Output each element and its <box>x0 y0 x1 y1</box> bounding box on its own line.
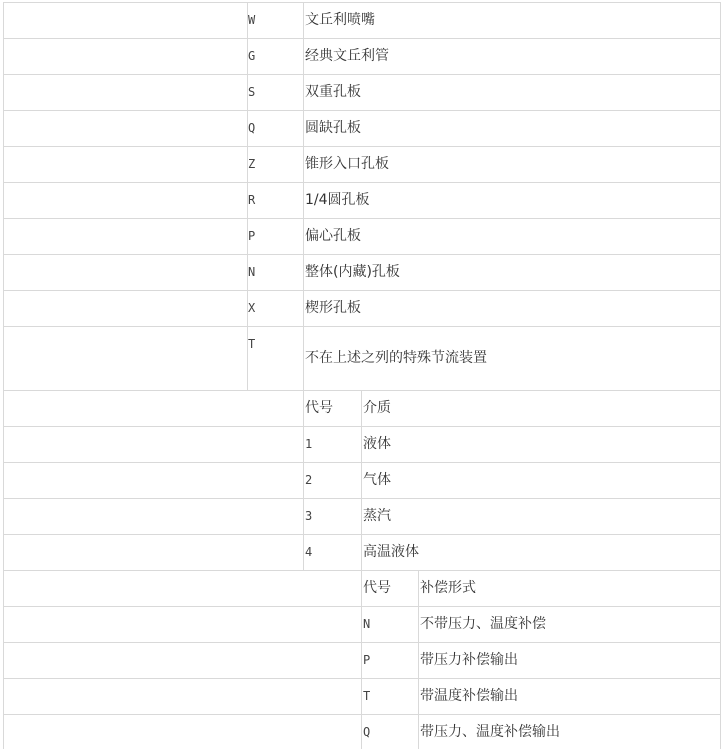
table3-desc-cell: 带温度补偿输出 <box>420 688 518 704</box>
table1-desc-cell: 1/4圆孔板 <box>305 192 370 208</box>
row-divider <box>3 254 721 255</box>
row-divider <box>3 678 721 679</box>
table1-code-cell: X <box>248 301 256 315</box>
table2-code-cell: 4 <box>305 545 313 559</box>
table3-header-desc: 补偿形式 <box>420 580 476 596</box>
column-divider <box>303 390 304 570</box>
table2-header-code: 代号 <box>305 400 333 416</box>
table2-code-cell: 1 <box>305 437 313 451</box>
table1-desc-cell: 双重孔板 <box>305 84 361 100</box>
row-divider <box>3 326 721 327</box>
table1-code-cell: Z <box>248 157 256 171</box>
table3-desc-cell: 带压力补偿输出 <box>420 652 518 668</box>
table3-code-cell: P <box>363 653 371 667</box>
row-divider <box>3 182 721 183</box>
table1-code-cell: S <box>248 85 256 99</box>
table3-code-cell: Q <box>363 725 371 739</box>
table-left-edge <box>3 2 4 749</box>
table2-header-desc: 介质 <box>363 400 391 416</box>
column-divider <box>418 570 419 749</box>
row-divider <box>3 642 721 643</box>
row-divider <box>3 390 721 391</box>
table3-desc-cell: 不带压力、温度补偿 <box>420 616 546 632</box>
table2-desc-cell: 蒸汽 <box>363 508 391 524</box>
table3-code-cell: N <box>363 617 371 631</box>
row-divider <box>3 38 721 39</box>
row-divider <box>3 534 721 535</box>
table2-desc-cell: 高温液体 <box>363 544 419 560</box>
row-divider <box>3 218 721 219</box>
table1-code-cell: R <box>248 193 256 207</box>
table3-header-code: 代号 <box>363 580 391 596</box>
table3-desc-cell: 带压力、温度补偿输出 <box>420 724 560 740</box>
column-divider <box>361 390 362 570</box>
row-divider <box>3 498 721 499</box>
table1-code-cell: G <box>248 49 256 63</box>
table2-code-cell: 3 <box>305 509 313 523</box>
column-divider <box>361 570 362 749</box>
row-divider <box>3 570 721 571</box>
table1-code-cell: W <box>248 13 256 27</box>
table1-code-cell: T <box>248 337 256 351</box>
table1-code-cell: Q <box>248 121 256 135</box>
table1-desc-cell: 不在上述之列的特殊节流装置 <box>305 350 487 366</box>
table3-code-cell: T <box>363 689 371 703</box>
row-divider <box>3 290 721 291</box>
table2-desc-cell: 气体 <box>363 472 391 488</box>
row-divider <box>3 2 721 3</box>
table1-desc-cell: 偏心孔板 <box>305 228 361 244</box>
row-divider <box>3 74 721 75</box>
row-divider <box>3 426 721 427</box>
row-divider <box>3 146 721 147</box>
table1-desc-cell: 锥形入口孔板 <box>305 156 389 172</box>
table1-code-cell: P <box>248 229 256 243</box>
row-divider <box>3 110 721 111</box>
row-divider <box>3 462 721 463</box>
table1-desc-cell: 楔形孔板 <box>305 300 361 316</box>
row-divider <box>3 606 721 607</box>
table1-desc-cell: 圆缺孔板 <box>305 120 361 136</box>
row-divider <box>3 714 721 715</box>
table1-desc-cell: 文丘利喷嘴 <box>305 12 375 28</box>
column-divider <box>303 2 304 390</box>
table-right-edge <box>720 2 721 749</box>
table2-code-cell: 2 <box>305 473 313 487</box>
table1-desc-cell: 整体(内藏)孔板 <box>305 264 400 280</box>
table1-code-cell: N <box>248 265 256 279</box>
table1-desc-cell: 经典文丘利管 <box>305 48 389 64</box>
table2-desc-cell: 液体 <box>363 436 391 452</box>
